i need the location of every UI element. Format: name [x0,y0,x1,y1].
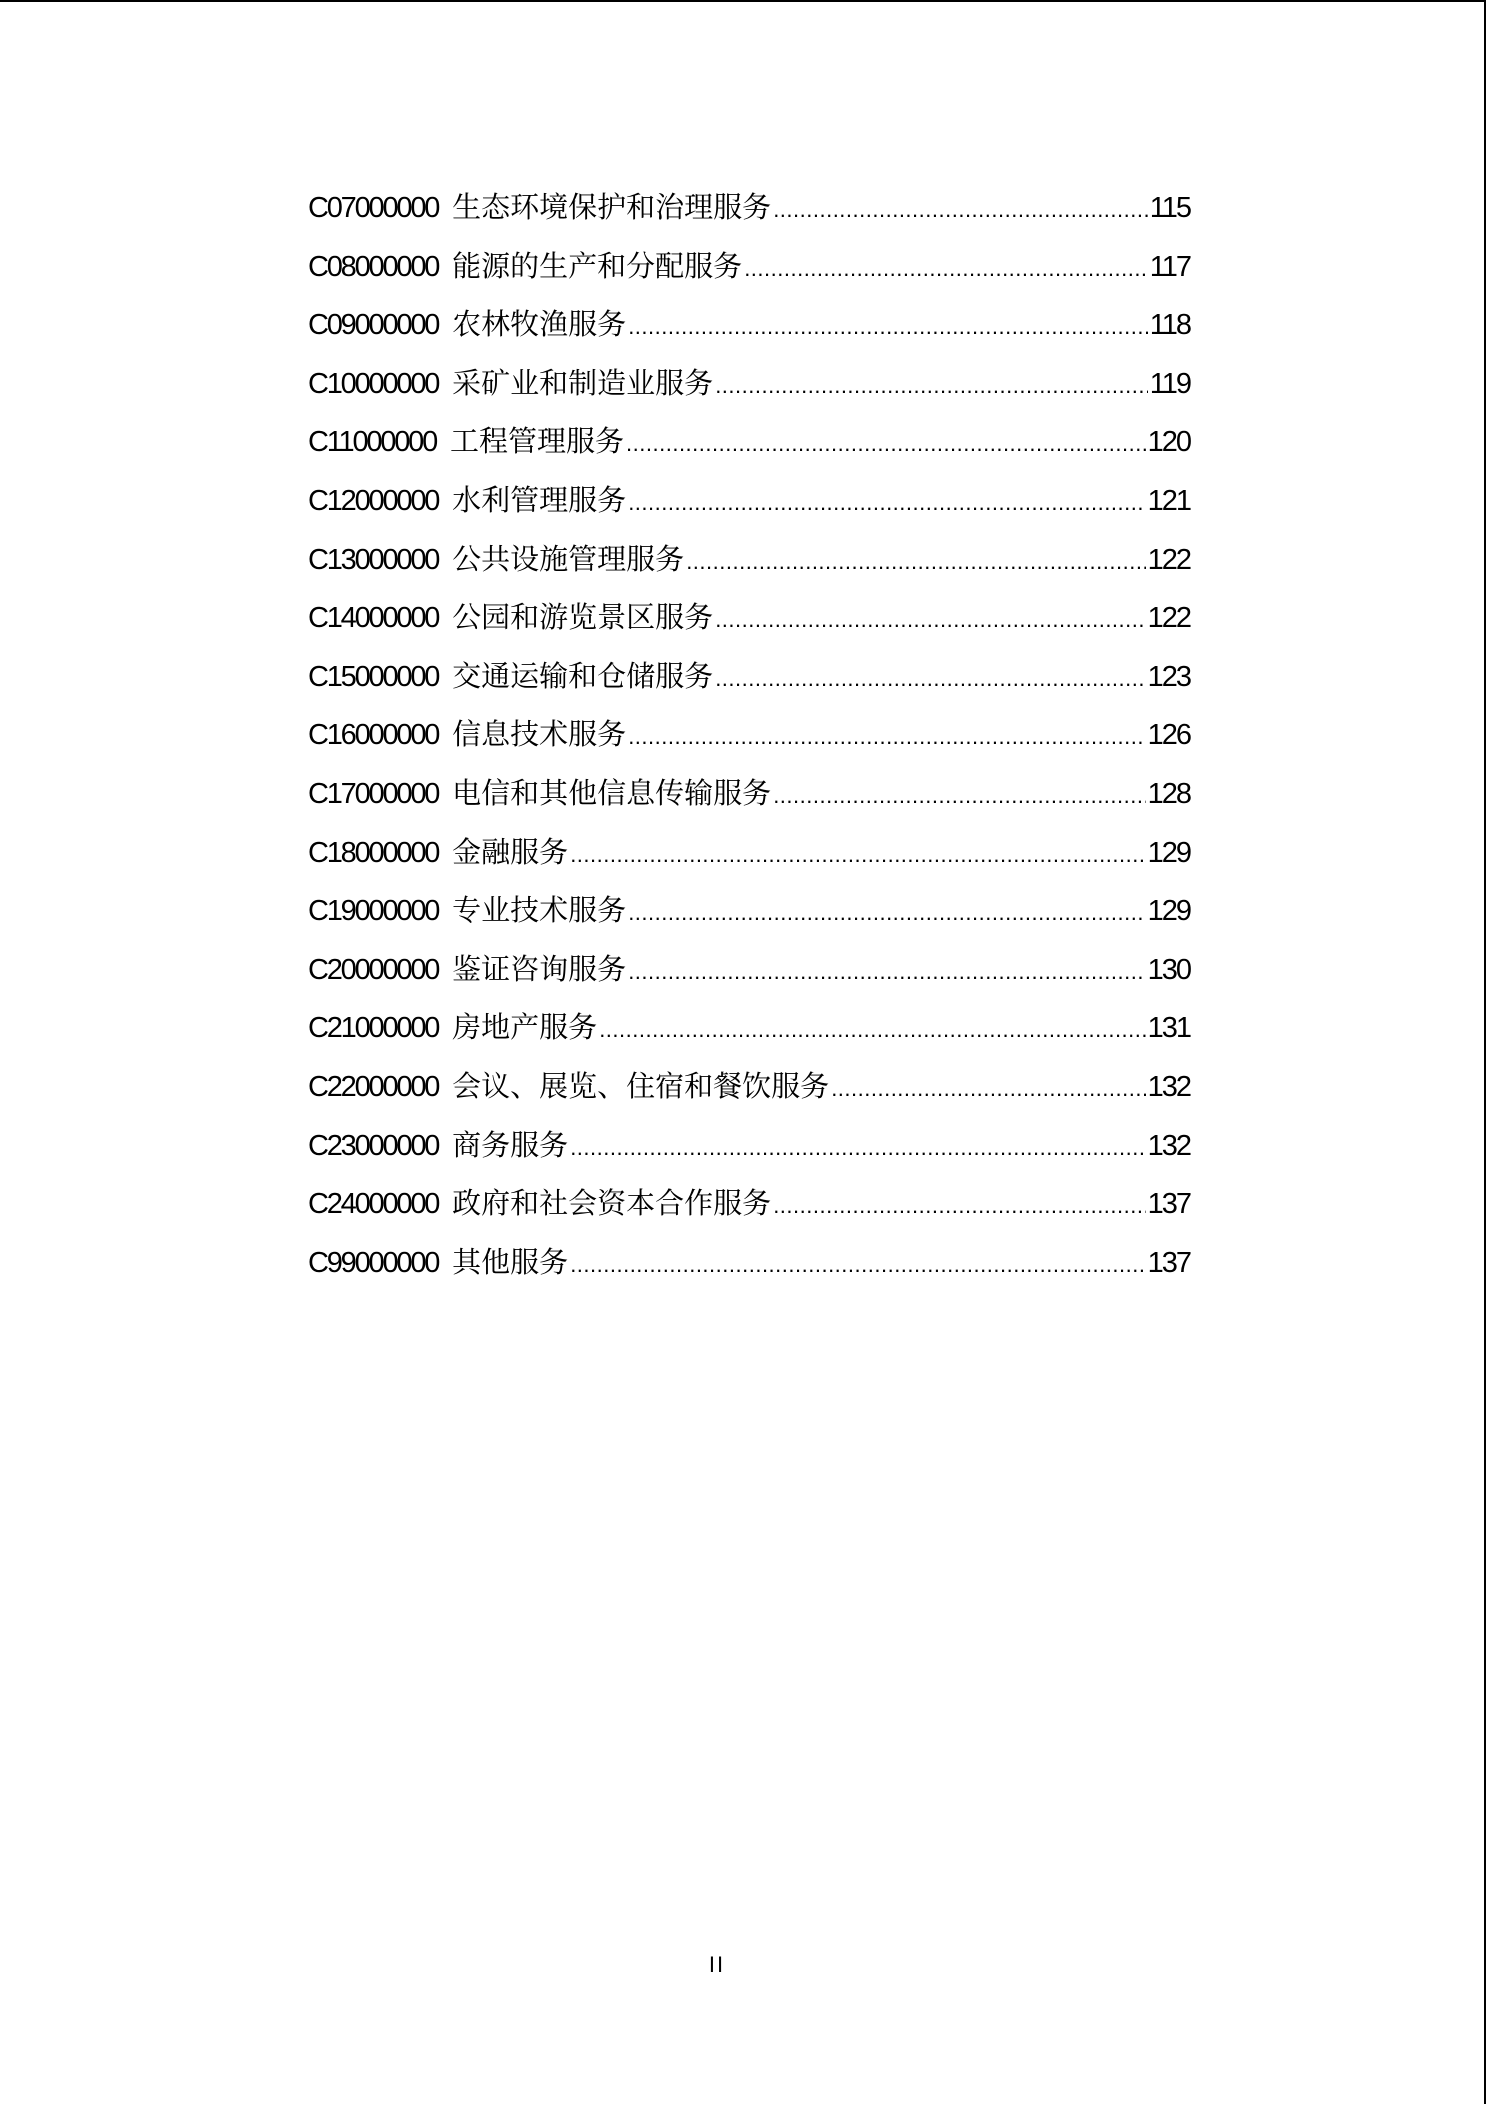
toc-entry-page: 117 [1149,250,1190,283]
toc-entry-code: C24000000 [308,1188,439,1221]
toc-entry-title: 工程管理服务 [450,426,625,459]
toc-entry-title: 信息技术服务 [452,719,627,752]
toc-entry-title: 会议、展览、住宿和餐饮服务 [452,1070,830,1103]
toc-entry-page: 137 [1147,1246,1190,1279]
toc-entry-title: 能源的生产和分配服务 [452,250,743,283]
dot-leader [628,481,1145,525]
toc-entry-code: C20000000 [308,953,439,986]
toc-entry-page: 126 [1147,719,1190,752]
dot-leader [773,774,1145,818]
toc-entry-page: 122 [1147,602,1190,635]
toc-entry-title: 生态环境保护和治理服务 [452,192,772,224]
dot-leader [628,305,1148,349]
toc-entry-page: 129 [1147,836,1190,869]
toc-entry-title: 其他服务 [452,1246,569,1279]
dot-leader [628,891,1145,935]
toc-entry-title: 交通运输和仓储服务 [452,660,714,693]
toc-entry-code: C10000000 [308,367,439,400]
toc-entry-page: 115 [1149,192,1190,224]
toc-entry-code: C18000000 [308,836,439,869]
dot-leader [686,540,1145,584]
toc-entry-code: C14000000 [308,602,439,635]
toc-entry-page: 119 [1149,367,1190,400]
toc-entry[interactable] [308,1124,1190,1183]
toc-entry-page: 121 [1147,484,1190,517]
toc-entry-title: 采矿业和制造业服务 [452,367,714,400]
toc-entry[interactable] [308,1065,1190,1124]
toc-entry[interactable] [308,1182,1190,1241]
toc-entry-page: 132 [1147,1129,1190,1162]
dot-leader [628,950,1145,994]
toc-entry[interactable] [308,772,1190,831]
toc-entry-title: 商务服务 [452,1129,569,1162]
dot-leader [570,833,1145,877]
toc-entry[interactable] [308,538,1190,597]
toc-entry[interactable] [308,1006,1190,1065]
toc-entry-code: C21000000 [308,1012,439,1045]
toc-entry[interactable] [308,655,1190,714]
toc-entry-title: 鉴证咨询服务 [452,953,627,986]
toc-entry-code: C23000000 [308,1129,439,1162]
dot-leader [628,715,1145,759]
dot-leader [570,1243,1145,1287]
dot-leader [715,364,1148,408]
toc-entry-page: 137 [1147,1188,1190,1221]
toc-entry-title: 专业技术服务 [452,895,627,928]
dot-leader [599,1008,1145,1052]
toc-entry-code: C19000000 [308,895,439,928]
toc-entry-page: 122 [1147,543,1190,576]
toc-entry-title: 金融服务 [452,836,569,869]
toc-entry-title: 电信和其他信息传输服务 [452,777,772,810]
toc-entry[interactable] [308,303,1190,362]
toc-entry[interactable] [308,889,1190,948]
toc-entry-code: C09000000 [308,309,439,342]
toc-entry-code: C17000000 [308,777,439,810]
toc-entry[interactable] [308,420,1190,479]
page-number: II [708,1952,726,1977]
dot-leader [715,657,1145,701]
toc-entry-code: C12000000 [308,484,439,517]
dot-leader [570,1126,1145,1170]
toc-entry-page: 128 [1147,777,1190,810]
dot-leader [831,1067,1145,1111]
toc-entry[interactable] [308,948,1190,1007]
dot-leader [744,247,1148,291]
toc-entry-title: 水利管理服务 [452,484,627,517]
toc-entry[interactable] [308,713,1190,772]
toc-entry[interactable] [308,596,1190,655]
toc-entry[interactable] [308,479,1190,538]
toc-entry-page: 132 [1147,1070,1190,1103]
toc-entry-code: C16000000 [308,719,439,752]
toc-entry-page: 118 [1149,309,1190,342]
toc-entry-page: 131 [1147,1012,1190,1045]
dot-leader [715,598,1145,642]
dot-leader [773,1184,1145,1228]
toc-entry-title: 农林牧渔服务 [452,309,627,342]
dot-leader [626,422,1146,466]
toc-entry-title: 政府和社会资本合作服务 [452,1188,772,1221]
toc-entry-page: 120 [1147,426,1190,459]
toc-entry-page: 123 [1147,660,1190,693]
toc-entry-title: 公共设施管理服务 [452,543,685,576]
toc-entry-code: C22000000 [308,1070,439,1103]
toc-entry[interactable] [308,362,1190,421]
toc-entry-code: C08000000 [308,250,439,283]
toc-entry[interactable] [308,245,1190,304]
toc-entry-code: C13000000 [308,543,439,576]
toc-entry-code: C15000000 [308,660,439,693]
toc-entry-title: 房地产服务 [452,1012,598,1045]
table-of-contents [308,186,1190,1299]
toc-entry[interactable] [308,186,1190,245]
toc-entry-title: 公园和游览景区服务 [452,602,714,635]
toc-entry[interactable] [308,831,1190,890]
toc-entry-code: C99000000 [308,1246,439,1279]
toc-entry-page: 129 [1147,895,1190,928]
toc-entry[interactable] [308,1241,1190,1300]
toc-entry-code: C11000000 [308,426,437,459]
toc-entry-code: C07000000 [308,192,439,224]
toc-entry-page: 130 [1147,953,1190,986]
dot-leader [773,188,1148,232]
